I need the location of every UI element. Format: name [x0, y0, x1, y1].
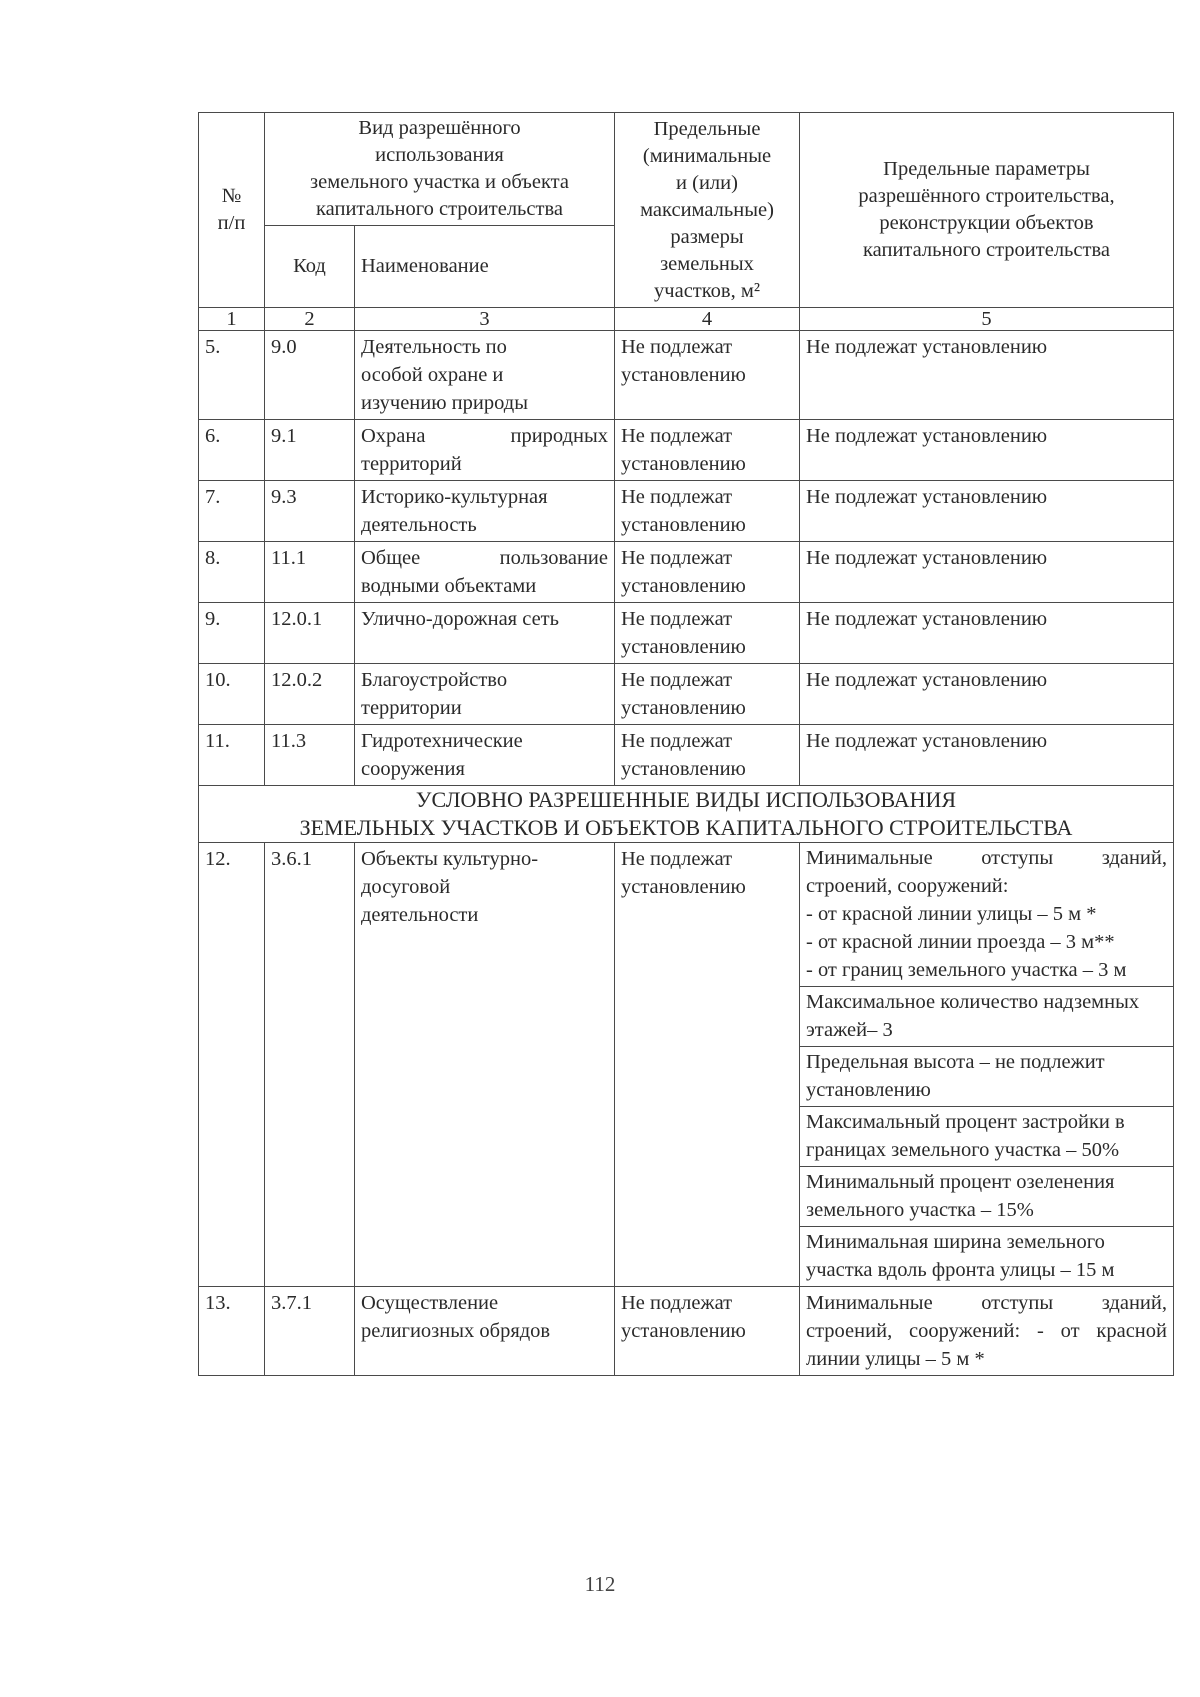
row-name: Охрана природных территорий	[355, 420, 615, 481]
row-code: 12.0.2	[265, 664, 355, 725]
row-name: Историко-культурная деятельность	[355, 481, 615, 542]
column-number: 5	[800, 308, 1174, 331]
row-sizes: Не подлежат установлению	[615, 1287, 800, 1376]
header-use-type: Вид разрешённого использования земельного участка и объекта капитального строительства	[265, 113, 615, 226]
param-height: Предельная высота – не подлежит установлению	[800, 1046, 1173, 1106]
row-code: 11.1	[265, 542, 355, 603]
land-use-table	[198, 112, 1174, 1376]
param-greening: Минимальный процент озеленения земельного участка – 15%	[800, 1166, 1173, 1226]
page-number: 112	[584, 1572, 616, 1596]
row-params: Не подлежат установлению	[800, 603, 1174, 664]
row-code: 3.6.1	[265, 843, 355, 1287]
row-sizes: Не подлежат установлению	[615, 725, 800, 786]
header-plot-sizes: Предельные (минимальные и (или) максимальные) размеры земельных участков, м²	[615, 113, 800, 308]
row-sizes: Не подлежат установлению	[615, 843, 800, 1287]
column-number: 3	[355, 308, 615, 331]
row-num: 9.	[199, 603, 265, 664]
row-name: Осуществление религиозных обрядов	[355, 1287, 615, 1376]
table-row	[199, 481, 1174, 542]
param-coverage: Максимальный процент застройки в границах земельного участка – 50%	[800, 1106, 1173, 1166]
row-sizes: Не подлежат установлению	[615, 481, 800, 542]
row-params	[800, 843, 1174, 1287]
row-num: 12.	[199, 843, 265, 1287]
column-number: 2	[265, 308, 355, 331]
column-numbers-row	[199, 308, 1174, 331]
row-sizes: Не подлежат установлению	[615, 331, 800, 420]
params-list	[800, 843, 1173, 1286]
row-sizes: Не подлежат установлению	[615, 664, 800, 725]
param-width: Минимальная ширина земельного участка вдоль фронта улицы – 15 м	[800, 1226, 1173, 1286]
row-name: Общее пользование водными объектами	[355, 542, 615, 603]
row-num: 13.	[199, 1287, 265, 1376]
header-name: Наименование	[355, 226, 615, 308]
row-num: 10.	[199, 664, 265, 725]
row-sizes: Не подлежат установлению	[615, 542, 800, 603]
row-params: Не подлежат установлению	[800, 481, 1174, 542]
row-code: 9.3	[265, 481, 355, 542]
header-build-params: Предельные параметры разрешённого строительства, реконструкции объектов капитального строительства	[800, 113, 1174, 308]
row-num: 7.	[199, 481, 265, 542]
row-sizes: Не подлежат установлению	[615, 420, 800, 481]
row-num: 6.	[199, 420, 265, 481]
section-title: УСЛОВНО РАЗРЕШЕННЫЕ ВИДЫ ИСПОЛЬЗОВАНИЯ ЗЕМЕЛЬНЫХ УЧАСТКОВ И ОБЪЕКТОВ КАПИТАЛЬНОГО СТРОИТЕЛЬСТВА	[199, 786, 1174, 843]
row-num: 8.	[199, 542, 265, 603]
table-row	[199, 1287, 1174, 1376]
table-row	[199, 603, 1174, 664]
row-name: Деятельность по особой охране и изучению природы	[355, 331, 615, 420]
row-name: Гидротехнические сооружения	[355, 725, 615, 786]
row-params: Не подлежат установлению	[800, 331, 1174, 420]
row-name: Благоустройство территории	[355, 664, 615, 725]
param-setbacks: Минимальные отступы зданий, строений, сооружений: - от красной линии улицы – 5 м * - от красной линии проезда – 3 м** - от границ земельного участка – 3 м	[806, 847, 1167, 981]
table-row	[199, 542, 1174, 603]
column-number: 4	[615, 308, 800, 331]
row-name: Улично-дорожная сеть	[355, 603, 615, 664]
row-code: 3.7.1	[265, 1287, 355, 1376]
row-num: 5.	[199, 331, 265, 420]
table-row	[199, 331, 1174, 420]
table-row	[199, 420, 1174, 481]
table-row	[199, 843, 1174, 1287]
row-code: 9.1	[265, 420, 355, 481]
row-params: Не подлежат установлению	[800, 542, 1174, 603]
param-floors: Максимальное количество надземных этажей– 3	[800, 986, 1173, 1046]
table-row	[199, 725, 1174, 786]
row-params: Минимальные отступы зданий, строений, сооружений: - от красной линии улицы – 5 м *	[800, 1287, 1174, 1376]
row-params: Не подлежат установлению	[800, 420, 1174, 481]
row-code: 12.0.1	[265, 603, 355, 664]
column-number: 1	[199, 308, 265, 331]
row-params: Не подлежат установлению	[800, 725, 1174, 786]
row-num: 11.	[199, 725, 265, 786]
table-row	[199, 664, 1174, 725]
row-params: Не подлежат установлению	[800, 664, 1174, 725]
row-sizes: Не подлежат установлению	[615, 603, 800, 664]
section-heading-row	[199, 786, 1174, 843]
header-code: Код	[265, 226, 355, 308]
header-num: № п/п	[199, 113, 265, 308]
row-code: 11.3	[265, 725, 355, 786]
row-name: Объекты культурно- досуговой деятельности	[355, 843, 615, 1287]
row-code: 9.0	[265, 331, 355, 420]
